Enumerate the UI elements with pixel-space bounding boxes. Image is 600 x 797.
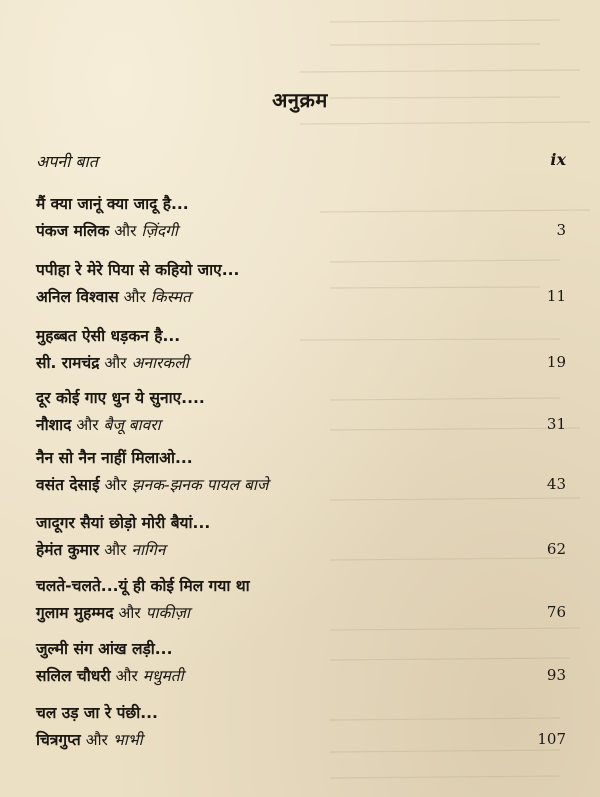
toc-preface-row	[36, 150, 566, 172]
toc-entry-9	[36, 701, 566, 761]
toc-credit-line	[36, 473, 268, 495]
toc-page-number: 93	[546, 666, 566, 684]
toc-song-title: चलते-चलते...यूं ही कोई मिल गया था	[36, 577, 250, 595]
toc-preface-page: ix	[550, 150, 566, 169]
toc-conjunction: और	[114, 222, 137, 240]
toc-song-title: मैं क्या जानूं क्या जादू है...	[36, 195, 189, 213]
toc-page-number: 31	[546, 415, 566, 433]
toc-page-number: 62	[546, 540, 566, 558]
toc-song-title: चल उड़ जा रे पंछी...	[36, 704, 158, 722]
toc-film: ज़िंदगी	[141, 222, 178, 240]
toc-film: बैजू बावरा	[103, 416, 161, 434]
toc-conjunction: और	[118, 604, 141, 622]
toc-entry-5	[36, 446, 566, 506]
toc-film: पाकीज़ा	[145, 604, 190, 622]
toc-conjunction: और	[123, 288, 146, 306]
toc-song-title: जुल्मी संग आंख लड़ी...	[36, 640, 173, 658]
toc-conjunction: और	[76, 416, 99, 434]
toc-credit-line	[36, 219, 178, 241]
toc-song-title: जादूगर सैयां छोड़ो मोरी बैयां...	[36, 514, 211, 532]
toc-page-number: 19	[546, 353, 566, 371]
toc-composer: सलिल चौधरी	[36, 667, 111, 685]
toc-credit-line	[36, 728, 143, 750]
toc-entry-2	[36, 258, 566, 318]
toc-page-number: 107	[537, 730, 566, 748]
toc-page-number: 76	[546, 603, 566, 621]
toc-composer: चित्रगुप्त	[36, 731, 81, 749]
toc-conjunction: और	[104, 476, 127, 494]
toc-film: मधुमती	[142, 667, 184, 685]
toc-composer: अनिल विश्वास	[36, 288, 119, 306]
toc-page-number: 11	[546, 287, 566, 305]
toc-entry-1	[36, 192, 566, 252]
toc-song-title: पपीहा रे मेरे पिया से कहियो जाए...	[36, 261, 240, 279]
toc-preface-title: अपनी बात	[36, 152, 98, 171]
toc-composer: नौशाद	[36, 416, 72, 434]
toc-credit-line	[36, 351, 189, 373]
toc-composer: वसंत देसाई	[36, 476, 100, 494]
toc-composer: गुलाम मुहम्मद	[36, 604, 114, 622]
toc-conjunction: और	[85, 731, 108, 749]
toc-credit-line	[36, 413, 161, 435]
toc-entry-4	[36, 386, 566, 446]
toc-page-number: 3	[556, 221, 566, 239]
toc-song-title: दूर कोई गाए धुन ये सुनाए....	[36, 389, 205, 407]
toc-credit-line	[36, 285, 191, 307]
toc-conjunction: और	[104, 354, 127, 372]
toc-film: अनारकली	[131, 354, 189, 372]
toc-entry-7	[36, 574, 566, 634]
toc-film: झनक-झनक पायल बाजे	[131, 476, 269, 494]
toc-credit-line	[36, 601, 190, 623]
toc-composer: पंकज मलिक	[36, 222, 110, 240]
toc-entry-8	[36, 637, 566, 697]
toc-composer: सी. रामचंद्र	[36, 354, 100, 372]
toc-song-title: नैन सो नैन नाहीं मिलाओ...	[36, 449, 193, 467]
toc-film: किस्मत	[150, 288, 191, 306]
toc-conjunction: और	[104, 541, 127, 559]
toc-page-number: 43	[546, 475, 566, 493]
toc-film: भाभी	[112, 731, 143, 749]
toc-conjunction: और	[115, 667, 138, 685]
toc-song-title: मुहब्बत ऐसी धड़कन है...	[36, 327, 181, 345]
toc-composer: हेमंत कुमार	[36, 541, 100, 559]
toc-credit-line	[36, 664, 184, 686]
toc-film: नागिन	[131, 541, 166, 559]
toc-entry-3	[36, 324, 566, 384]
toc-entry-6	[36, 511, 566, 571]
toc-credit-line	[36, 538, 165, 560]
page-title: अनुक्रम	[272, 88, 328, 112]
